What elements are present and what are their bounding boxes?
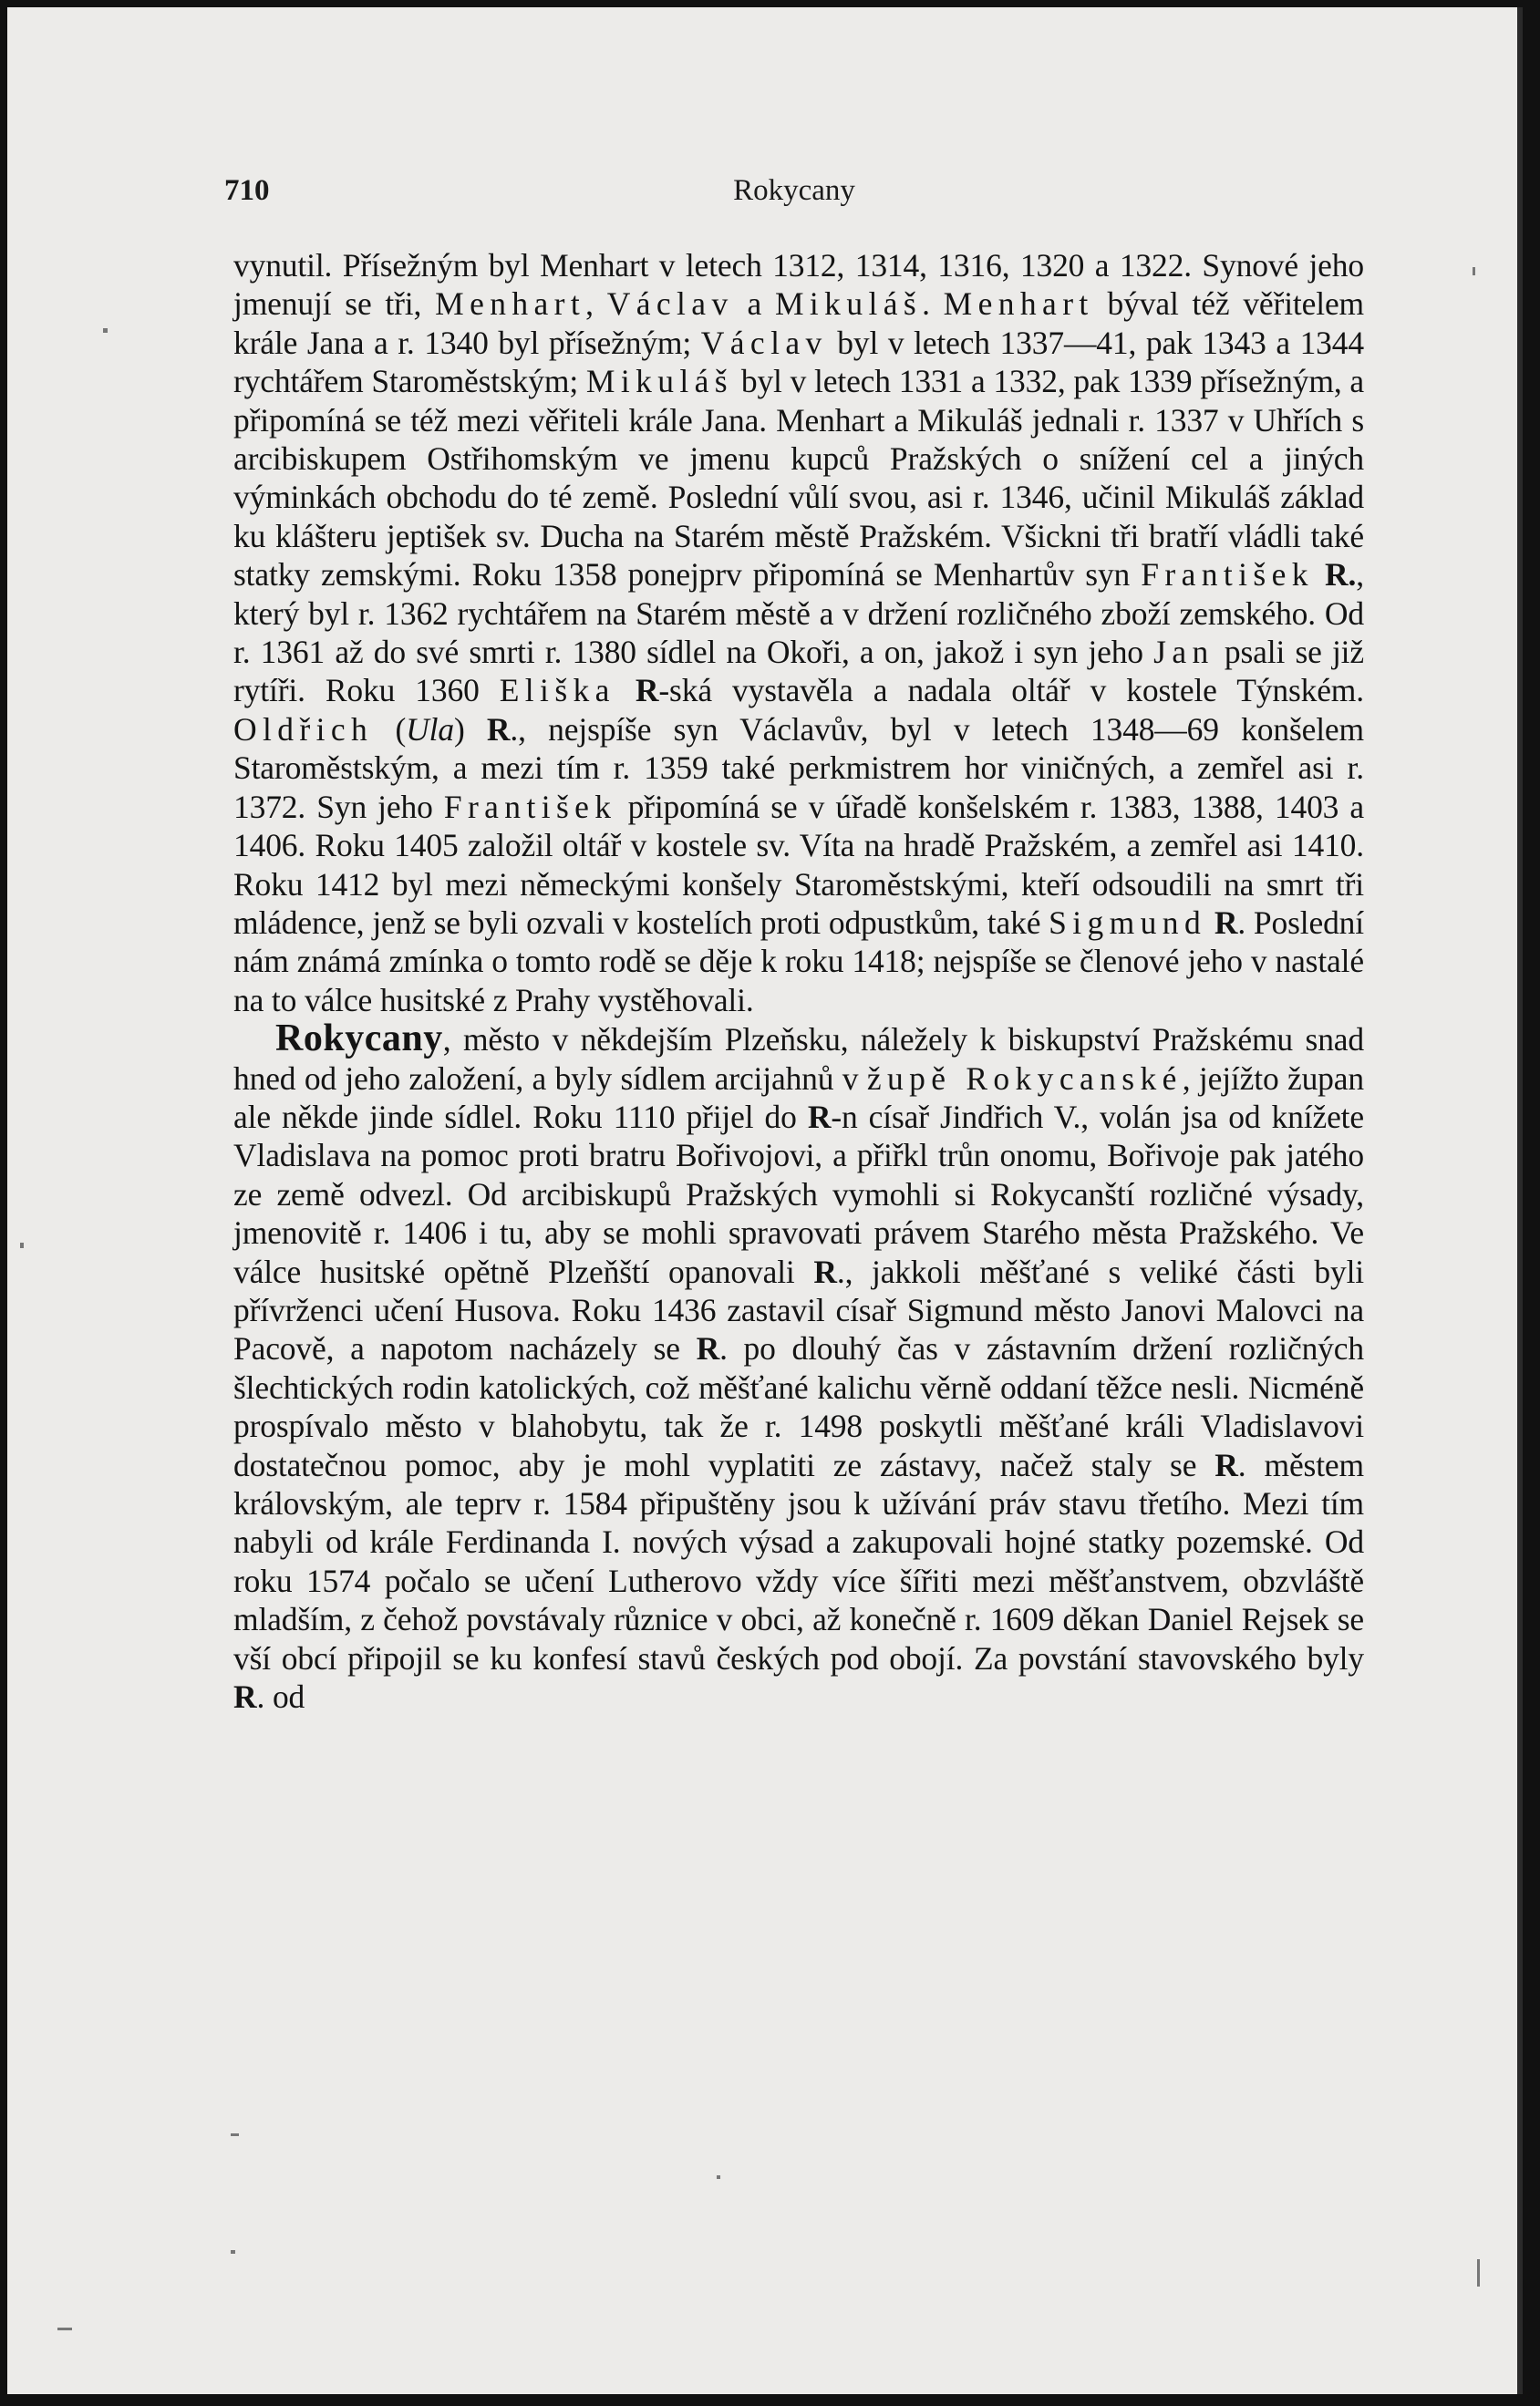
spaced-name: Mikuláš xyxy=(585,363,733,400)
abbrev-r: R xyxy=(696,1330,720,1368)
text-run: byl v letech 1337—41, pak 1343 a 1344 rychtářem Staroměstským; xyxy=(233,324,1364,400)
spaced-name: František xyxy=(1141,556,1314,594)
scan-speck xyxy=(231,2250,235,2254)
text-run xyxy=(1314,556,1325,593)
spaced-name: František xyxy=(443,788,617,825)
page-number: 710 xyxy=(224,174,270,207)
abbrev-r: R xyxy=(233,1678,257,1716)
page-header xyxy=(224,174,1364,220)
body-text xyxy=(233,246,1364,1716)
abbrev-r: R xyxy=(807,1098,832,1135)
running-head: Rokycany xyxy=(733,174,855,207)
text-run: , město v někdejším Plzeňsku, náležely k biskupství Pražskému snad hned od jeho založení, a byly sídlem arcijahnů v xyxy=(233,1021,1364,1097)
text-run: ., jakkoli měšťané s veliké části byli přívrženci učení Husova. Roku 1436 zastavil císař Sigmund město Janovi Malovci na Pacově, a napotom nacházely se xyxy=(233,1253,1364,1368)
abbrev-r: R xyxy=(813,1253,837,1290)
scan-speck xyxy=(1473,267,1475,275)
text-run: -n císař Jindřich V., volán jsa od knížete Vladislava na pomoc proti bratru Bořivojovi, a přiřkl trůn onomu, Bořivoje pak jatého ze země odvezl. Od arcibiskupů Pražských vymohli si Rokycanští rozličné výsady, jmenovitě r. 1406 i tu, aby se mohli spravovati právem Starého města Pražského. Ve válce husitské opětně Plzeňští opanovali xyxy=(233,1098,1364,1290)
scan-speck xyxy=(1477,2259,1480,2287)
text-run: , xyxy=(585,285,607,323)
spaced-name: Menhart xyxy=(435,285,586,323)
scan-speck xyxy=(231,2133,239,2136)
scan-speck xyxy=(103,328,108,333)
abbrev-r: R xyxy=(486,710,511,748)
book-page xyxy=(7,7,1523,2394)
entry-headword: Rokycany xyxy=(275,1017,443,1060)
text-run: . xyxy=(922,285,944,323)
italic-name: Ula xyxy=(406,710,454,748)
scan-speck xyxy=(717,2175,720,2179)
text-run: a xyxy=(733,285,775,323)
spaced-name: župě Rokycanské xyxy=(866,1059,1183,1097)
text-run: byl v letech 1331 a 1332, pak 1339 přísežným, a připomíná se též mezi věřiteli krále Jana. Menhart a Mikuláš jednali r. 1337 v Uhřích s arcibiskupem Ostřihomským ve jmenu kupců Pražských o snížení cel a jiných výminkách obchodu do té země. Poslední vůlí svou, asi r. 1346, učinil Mikuláš základ ku klášteru jeptišek sv. Ducha na Starém městě Pražském. Všickni tři bratří vládli také statky zemskými. Roku 1358 ponejprv připomíná se Menhartův syn xyxy=(233,363,1364,594)
text-run: ) xyxy=(453,710,487,748)
text-run: , který byl r. 1362 rychtářem na Starém městě a v držení rozličného zboží zemského. Od r. 1361 až do své smrti r. 1380 sídlel na Okoři, a on, jakož i syn jeho xyxy=(233,556,1364,671)
abbrev-r: R. xyxy=(1325,556,1357,594)
spaced-name: Sigmund xyxy=(1049,904,1207,941)
abbrev-r: R xyxy=(1214,904,1238,941)
spaced-name: Václav xyxy=(606,285,734,323)
text-run: . Poslední nám známá zmínka o tomto rodě se děje k roku 1418; nejspíše se členové jeho v nastalé na to válce husitské z Prahy vystěhovali. xyxy=(233,904,1364,1018)
text-run: vynutil. Přísežným byl Menhart v letech 1312, 1314, 1316, 1320 a 1322. Synové jeho jmenují se tři, xyxy=(233,247,1364,323)
text-run: . po dlouhý čas v zástavním držení rozličných šlechtických rodin katolických, což měšťané kalichu věrně oddaní těžce nesli. Nicméně prospívalo město v blahobytu, tak že r. 1498 poskytli měšťané králi Vladislavovi dostatečnou pomoc, aby je mohl vyplatiti ze zástavy, načež staly se xyxy=(233,1330,1364,1483)
spaced-name: Mikuláš xyxy=(774,285,923,323)
spaced-name: Menhart xyxy=(943,285,1094,323)
text-run: -ská vystavěla a nadala oltář v kostele Týnském. xyxy=(658,672,1364,709)
spaced-name: Václav xyxy=(700,324,828,361)
text-run: ., nejspíše syn Václavův, byl v letech 1348—69 konšelem Staroměstským, a mezi tím r. 1359 také perkmistrem hor viničných, a zemřel asi r. 1372. Syn jeho xyxy=(233,710,1364,825)
text-run: býval též věřitelem krále Jana a r. 1340 byl přísežným; xyxy=(233,285,1365,361)
text-run: psali se již rytíři. Roku 1360 xyxy=(233,634,1364,709)
text-run xyxy=(1206,904,1214,941)
scan-speck xyxy=(57,2328,72,2330)
text-run: , jejížto župan ale někde jinde sídlel. Roku 1110 přijel do xyxy=(233,1059,1364,1135)
text-run: . městem královským, ale teprv r. 1584 připuštěny jsou k užívání práv stavu třetího. Mezi tím nabyli od krále Ferdinanda I. nových výsad a zakupovali hojné statky pozemské. Od roku 1574 počalo se učení Lutherovo vždy více šířiti mezi měšťanstvem, obzvláště mladším, z čehož povstávaly různice v obci, až konečně r. 1609 děkan Daniel Rejsek se vší obcí připojil se ku konfesí stavů českých pod obojí. Za povstání stavovského byly xyxy=(233,1446,1364,1677)
text-run: ( xyxy=(373,710,407,748)
paragraph-menhart-family xyxy=(233,246,1364,1019)
spaced-name: Oldřich xyxy=(233,710,374,748)
scan-speck xyxy=(20,1243,24,1248)
abbrev-r: R xyxy=(1214,1446,1238,1483)
paragraph-rokycany-town xyxy=(233,1019,1364,1716)
spaced-name: Jan xyxy=(1153,634,1214,671)
text-run xyxy=(615,672,636,708)
text-run: . od xyxy=(256,1678,305,1716)
spaced-name: Eliška xyxy=(499,672,615,709)
abbrev-r: R xyxy=(635,672,659,709)
text-run: připomíná se v úřadě konšelském r. 1383, 1388, 1403 a 1406. Roku 1405 založil oltář v kostele sv. Víta na hradě Pražském, a zemřel asi 1410. Roku 1412 byl mezi německými konšely Staroměstskými, kteří odsoudili na smrt tři mládence, jenž se byli ozvali v kostelích proti odpustkům, také xyxy=(233,788,1364,941)
